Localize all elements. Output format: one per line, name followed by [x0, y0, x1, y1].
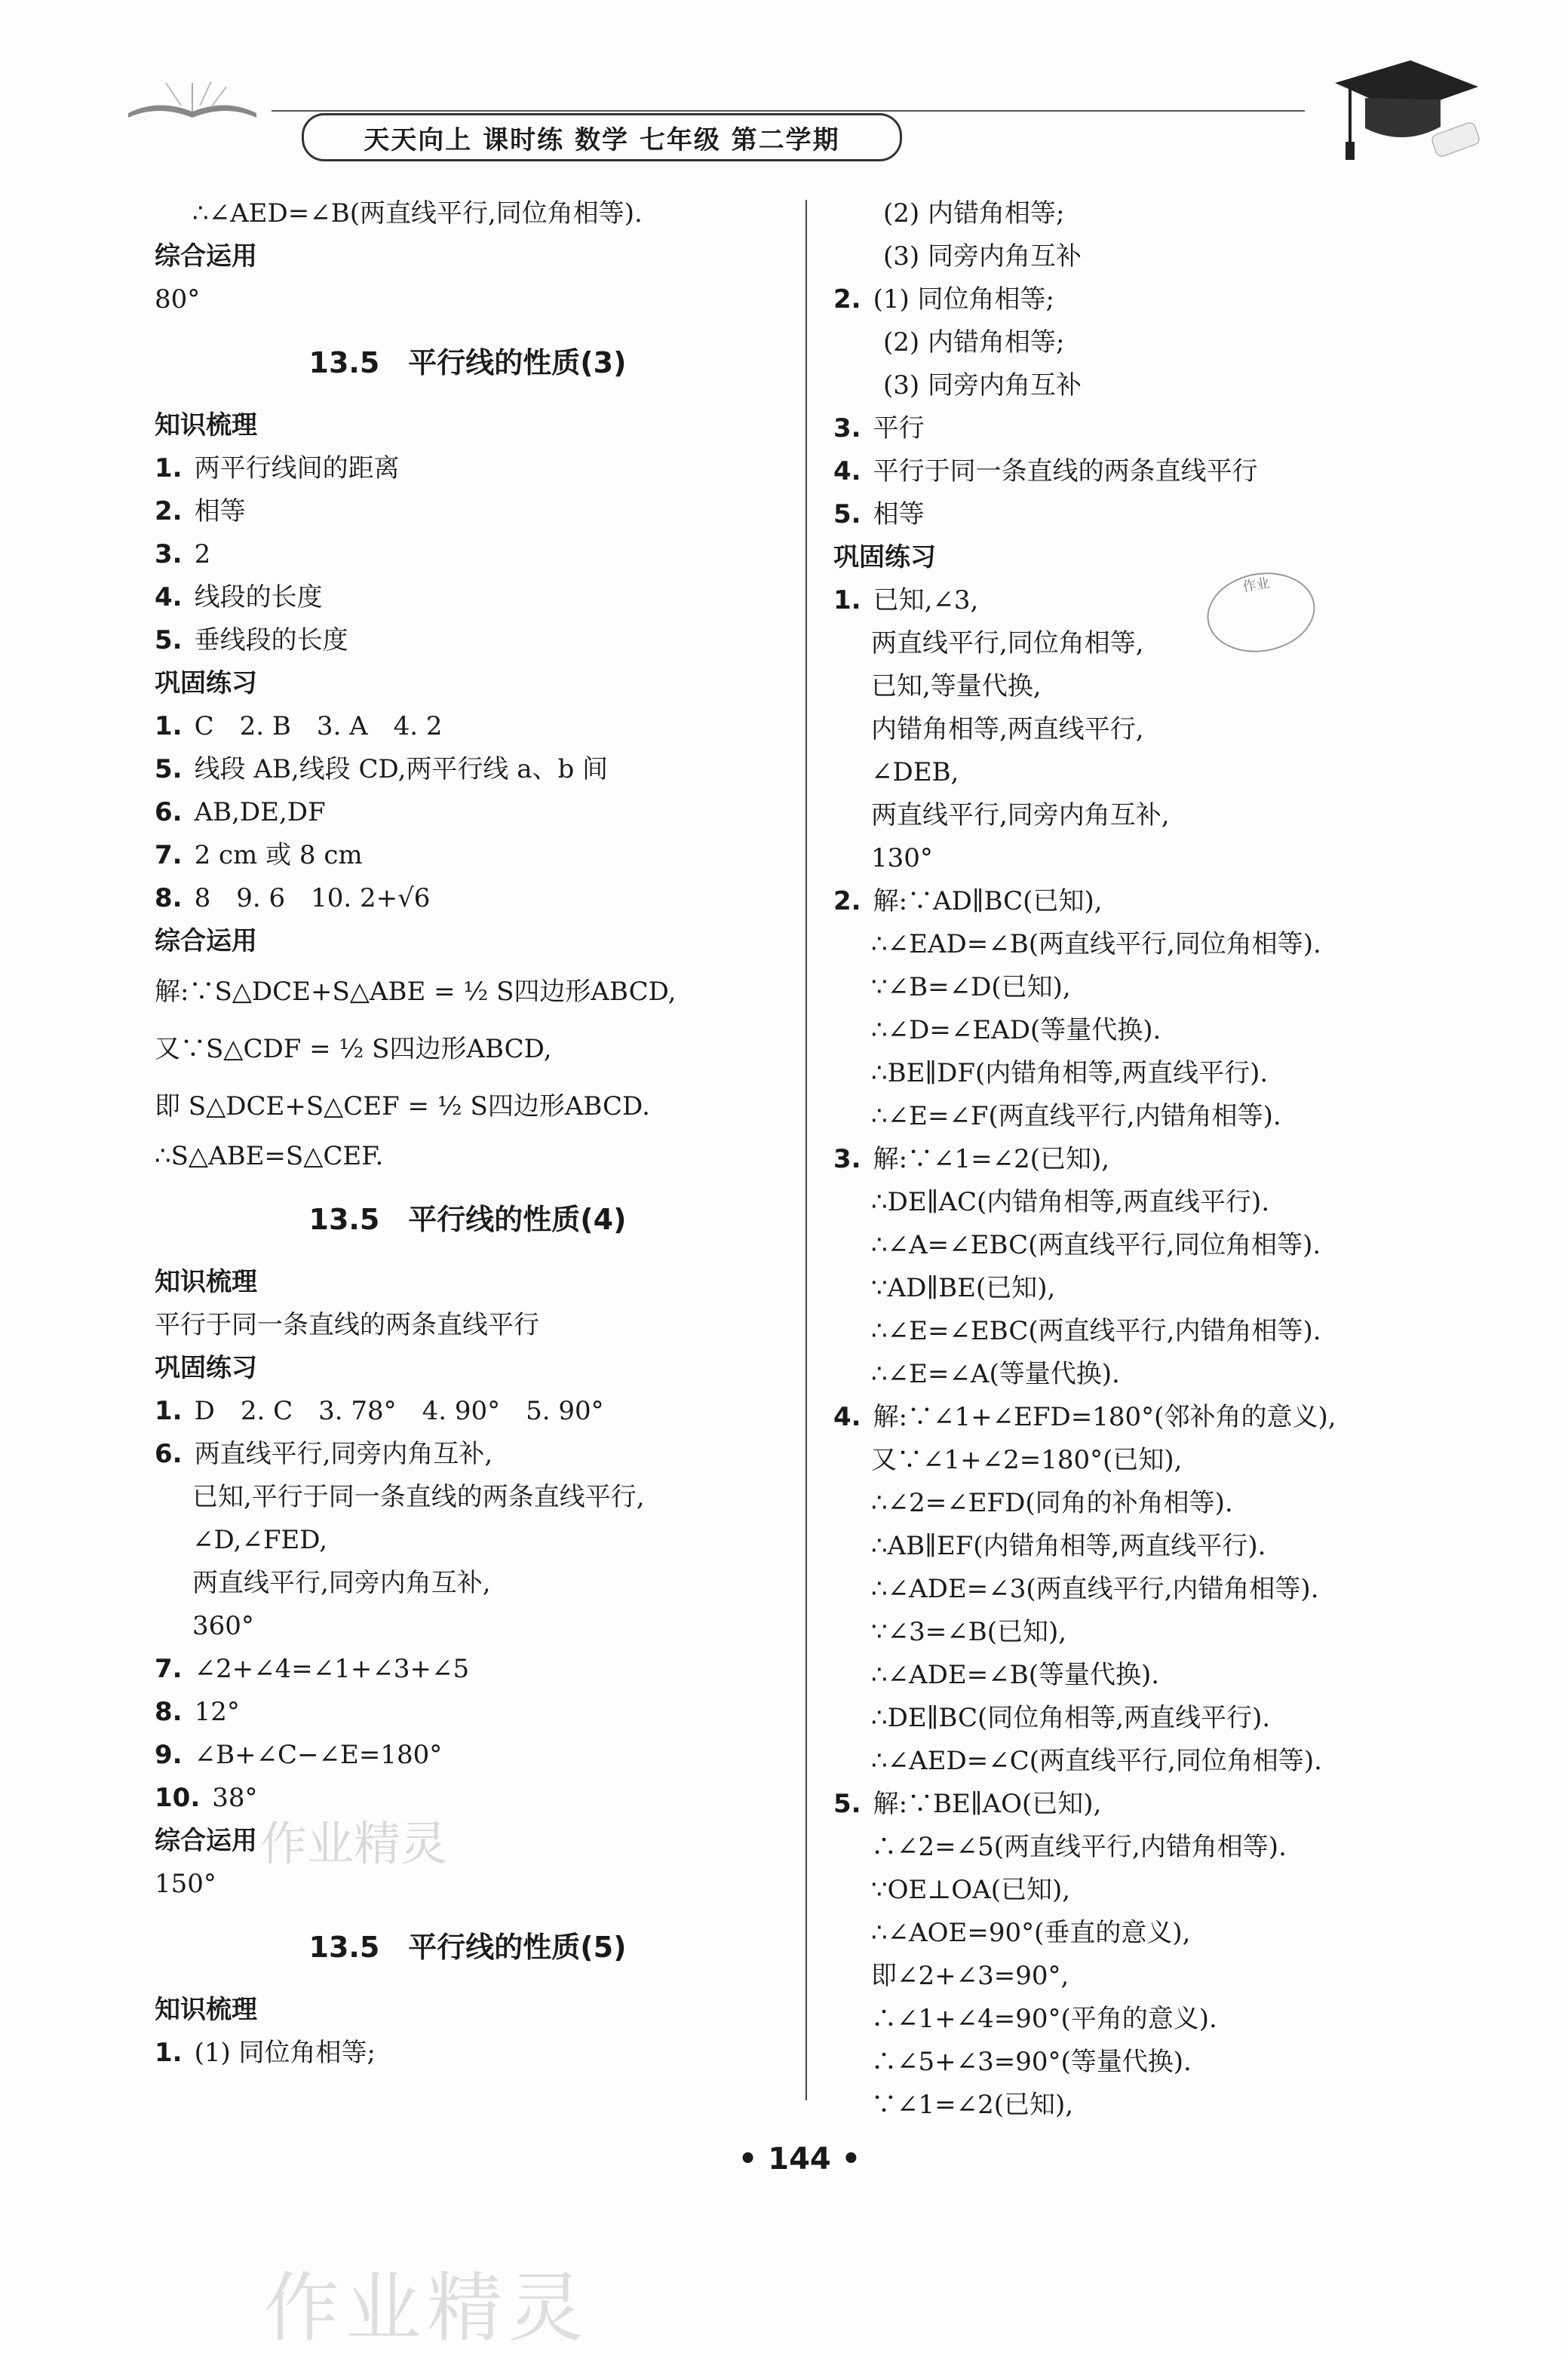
item-text: ∠B+∠C−∠E=180° [194, 1740, 443, 1770]
item-text: (3) 同旁内角互补 [883, 370, 1082, 400]
item-number: 2. [155, 496, 183, 526]
list-item [833, 235, 1452, 278]
proof-line: 即 S△DCE+S△CEF = ½ S四边形ABCD. [155, 1091, 650, 1121]
proof-line: ∴∠1+∠4=90°(平角的意义). [871, 2004, 1217, 2034]
answer-line: 130° [871, 843, 933, 873]
item-text: 两直线平行,同旁内角互补, [194, 1439, 493, 1469]
answer-line: 360° [192, 1611, 254, 1641]
list-item [833, 407, 1452, 450]
subsection-title: 巩固练习 [155, 668, 257, 698]
subsection-title: 综合运用 [155, 1826, 257, 1856]
item-text: 8 9. 6 10. 2+√6 [194, 883, 431, 913]
subsection-title: 综合运用 [155, 926, 257, 956]
list-item [833, 1396, 1452, 1439]
item-number: 5. [155, 625, 183, 655]
proof-line: ∵OE⊥OA(已知), [871, 1875, 1071, 1905]
right-column [833, 192, 1452, 2127]
list-item [155, 791, 781, 834]
proof-line: ∴∠5+∠3=90°(等量代换). [871, 2047, 1192, 2077]
item-text: AB,DE,DF [194, 797, 326, 827]
item-number: 1. [155, 711, 183, 741]
proof-line: ∴∠2=∠EFD(同角的补角相等). [871, 1488, 1233, 1518]
item-text: 相等 [873, 499, 925, 529]
list-item [155, 447, 781, 490]
watermark-large: 作业精灵 [264, 2264, 590, 2352]
item-number: 1. [155, 2038, 183, 2068]
proof-line: ∴∠E=∠EBC(两直线平行,内错角相等). [871, 1316, 1321, 1346]
subsection-title: 知识梳理 [155, 1267, 257, 1297]
item-number: 10. [155, 1783, 201, 1813]
item-number: 7. [155, 840, 183, 870]
answer-line: 80° [155, 284, 201, 314]
list-item [155, 2032, 781, 2075]
proof-line: ∵∠1=∠2(已知), [871, 2090, 1074, 2120]
subsection-title: 知识梳理 [155, 410, 257, 440]
list-item [155, 1734, 781, 1777]
list-item [833, 192, 1452, 235]
page-header: 天天向上 课时练 数学 七年级 第二学期 [302, 113, 902, 161]
item-text: 解:∵∠1+∠EFD=180°(邻补角的意义), [873, 1402, 1336, 1432]
item-text: 解:∵AD∥BC(已知), [873, 886, 1103, 916]
subsection-title: 综合运用 [155, 241, 257, 271]
proof-line: ∴∠A=∠EBC(两直线平行,同位角相等). [871, 1230, 1321, 1260]
page-number: • 144 • [738, 2142, 861, 2177]
proof-line: ∴∠ADE=∠3(两直线平行,内错角相等). [871, 1574, 1319, 1604]
item-text: (1) 同位角相等; [873, 284, 1055, 314]
answer-line: 两直线平行,同旁内角互补, [871, 800, 1170, 830]
answer-line: 平行于同一条直线的两条直线平行 [155, 1310, 539, 1340]
item-text: 相等 [194, 496, 246, 526]
item-text: (3) 同旁内角互补 [883, 241, 1082, 271]
item-number: 1. [155, 453, 183, 483]
item-text: 垂线段的长度 [194, 625, 348, 655]
item-text: 两平行线间的距离 [194, 453, 400, 483]
item-text: 线段的长度 [194, 582, 323, 612]
list-item [833, 579, 1452, 622]
section-title: 13.5 平行线的性质(3) [308, 346, 627, 379]
answer-line: 已知,平行于同一条直线的两条直线平行, [192, 1482, 645, 1512]
header-rule [272, 110, 1305, 112]
list-item [155, 877, 781, 920]
proof-line: ∴∠D=∠EAD(等量代换). [871, 1015, 1161, 1045]
proof-line: 又∵S△CDF = ½ S四边形ABCD, [155, 1034, 552, 1064]
answer-line: ∠DEB, [871, 757, 959, 787]
item-number: 8. [155, 1697, 183, 1727]
proof-line: ∴AB∥EF(内错角相等,两直线平行). [871, 1531, 1266, 1561]
item-number: 5. [833, 1789, 861, 1819]
list-item [155, 1433, 781, 1476]
answer-line: 内错角相等,两直线平行, [871, 714, 1144, 744]
answer-line: 两直线平行,同位角相等, [871, 628, 1144, 658]
item-text: (2) 内错角相等; [883, 327, 1065, 357]
item-text: 线段 AB,线段 CD,两平行线 a、b 间 [194, 754, 609, 784]
item-text: 12° [194, 1697, 240, 1727]
section-title: 13.5 平行线的性质(5) [308, 1931, 627, 1964]
proof-line: ∴DE∥BC(同位角相等,两直线平行). [871, 1703, 1271, 1733]
proof-line: ∴S△ABE=S△CEF. [155, 1141, 384, 1171]
graduation-cap-icon [1320, 45, 1493, 181]
list-item [155, 705, 781, 748]
item-text: 2 [194, 539, 211, 569]
list-item [833, 364, 1452, 407]
subsection-title: 知识梳理 [155, 1995, 257, 2025]
item-number: 3. [155, 539, 183, 569]
list-item [833, 321, 1452, 364]
proof-line: ∴BE∥DF(内错角相等,两直线平行). [871, 1058, 1269, 1088]
item-number: 2. [833, 284, 861, 314]
item-number: 3. [833, 1144, 861, 1174]
list-item [155, 490, 781, 533]
proof-line: 解:∵S△DCE+S△ABE = ½ S四边形ABCD, [155, 977, 677, 1007]
left-column [155, 192, 781, 2075]
item-number: 6. [155, 797, 183, 827]
item-number: 7. [155, 1654, 183, 1684]
item-text: D 2. C 3. 78° 4. 90° 5. 90° [194, 1396, 604, 1426]
proof-line: 即∠2+∠3=90°, [871, 1961, 1069, 1991]
item-number: 5. [155, 754, 183, 784]
list-item [833, 1138, 1452, 1181]
item-text: 38° [212, 1783, 258, 1813]
proof-line: ∴DE∥AC(内错角相等,两直线平行). [871, 1187, 1270, 1217]
item-number: 1. [155, 1396, 183, 1426]
answer-line: ∴∠AED=∠B(两直线平行,同位角相等). [192, 198, 643, 229]
homework-stamp: 作业 [1201, 564, 1321, 660]
proof-line: ∵∠B=∠D(已知), [871, 972, 1071, 1002]
list-item [155, 1777, 781, 1820]
item-text: ∠2+∠4=∠1+∠3+∠5 [194, 1654, 470, 1684]
proof-line: ∴∠AED=∠C(两直线平行,同位角相等). [871, 1746, 1322, 1776]
list-item [155, 748, 781, 791]
item-text: 已知,∠3, [873, 585, 979, 615]
proof-line: ∴∠ADE=∠B(等量代换). [871, 1660, 1160, 1690]
list-item [155, 533, 781, 576]
answer-line: ∠D,∠FED, [192, 1525, 328, 1555]
item-number: 4. [833, 1402, 861, 1432]
list-item [155, 1390, 781, 1433]
proof-line: ∴∠E=∠A(等量代换). [871, 1359, 1120, 1389]
list-item [833, 1783, 1452, 1826]
list-item [155, 619, 781, 662]
list-item [155, 834, 781, 877]
list-item [833, 278, 1452, 321]
item-text: (1) 同位角相等; [194, 2038, 376, 2068]
proof-line: 又∵∠1+∠2=180°(已知), [871, 1445, 1183, 1475]
watermark-small: 作业精灵 [260, 1816, 448, 1871]
item-number: 4. [833, 456, 861, 486]
section-title: 13.5 平行线的性质(4) [308, 1203, 627, 1236]
proof-line: ∴∠EAD=∠B(两直线平行,同位角相等). [871, 929, 1321, 959]
item-text: 2 cm 或 8 cm [194, 840, 363, 870]
column-divider [805, 200, 807, 2100]
item-text: C 2. B 3. A 4. 2 [194, 711, 443, 741]
item-text: 平行 [873, 413, 925, 443]
proof-line: ∴∠E=∠F(两直线平行,内错角相等). [871, 1101, 1281, 1131]
list-item [155, 1648, 781, 1691]
item-number: 6. [155, 1439, 183, 1469]
open-book-icon [121, 68, 264, 128]
subsection-title: 巩固练习 [833, 542, 936, 572]
answer-line: 已知,等量代换, [871, 671, 1042, 701]
list-item [833, 880, 1452, 923]
item-text: 平行于同一条直线的两条直线平行 [873, 456, 1258, 486]
answer-line: 两直线平行,同旁内角互补, [192, 1568, 491, 1598]
proof-line: ∴∠AOE=90°(垂直的意义), [871, 1918, 1191, 1948]
item-number: 8. [155, 883, 183, 913]
item-text: (2) 内错角相等; [883, 198, 1065, 229]
list-item [833, 450, 1452, 493]
proof-line: ∵AD∥BE(已知), [871, 1273, 1056, 1303]
list-item [833, 493, 1452, 536]
list-item [155, 576, 781, 619]
item-number: 5. [833, 499, 861, 529]
proof-line: ∴∠2=∠5(两直线平行,内错角相等). [871, 1832, 1287, 1862]
list-item [155, 1691, 781, 1734]
proof-line: ∵∠3=∠B(已知), [871, 1617, 1067, 1647]
item-number: 2. [833, 886, 861, 916]
item-number: 3. [833, 413, 861, 443]
item-number: 1. [833, 585, 861, 615]
item-text: 解:∵∠1=∠2(已知), [873, 1144, 1110, 1174]
item-text: 解:∵BE∥AO(已知), [873, 1789, 1102, 1819]
subsection-title: 巩固练习 [155, 1353, 257, 1383]
item-number: 4. [155, 582, 183, 612]
answer-line: 150° [155, 1869, 216, 1899]
item-number: 9. [155, 1740, 183, 1770]
